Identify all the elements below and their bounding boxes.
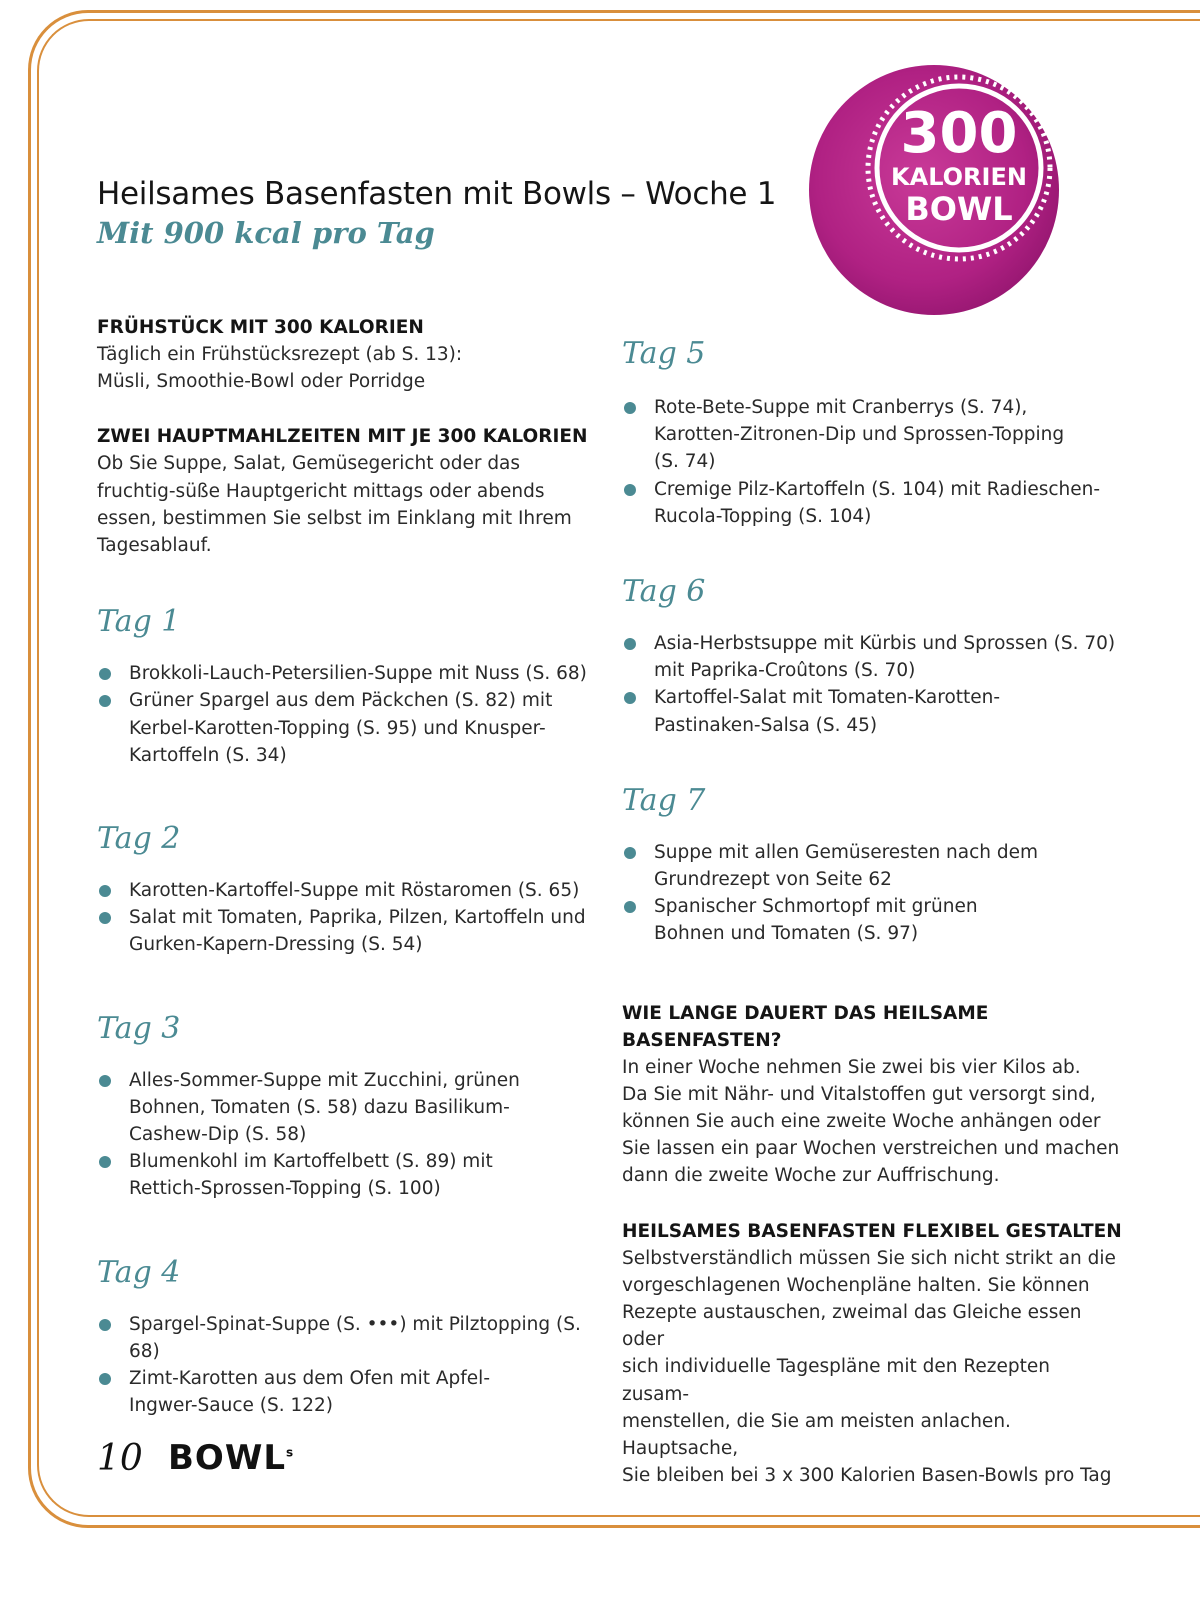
duration-heading-line: WIE LANGE DAUERT DAS HEILSAME — [622, 1002, 989, 1024]
main-meals-text-line: essen, bestimmen Sie selbst im Einklang mit Ihrem — [97, 507, 572, 529]
duration-heading-line: BASENFASTEN? — [622, 1029, 782, 1051]
main-meals-text-line: Tagesablauf. — [97, 535, 212, 557]
day-heading-6: Tag 6 — [622, 574, 706, 610]
duration-text-line: Sie lassen ein paar Wochen verstreichen und machen — [622, 1138, 1120, 1160]
day-5-list — [622, 394, 1122, 530]
day-3-list — [97, 1067, 597, 1203]
page-number: 10 — [97, 1438, 143, 1479]
calorie-badge — [806, 60, 1062, 316]
book-logo-text: BOWL — [168, 1438, 286, 1478]
page-subtitle: Mit 900 kcal pro Tag — [97, 216, 435, 250]
flexible-heading: HEILSAMES BASENFASTEN FLEXIBEL GESTALTEN — [622, 1220, 1122, 1242]
breakfast-text-line: Täglich ein Frühstücksrezept (ab S. 13): — [97, 344, 463, 365]
list-item: Brokkoli-Lauch-Petersilien-Suppe mit Nuss (S. 68) — [97, 660, 597, 687]
list-item: Cremige Pilz-Kartoffeln (S. 104) mit Radieschen- Rucola-Topping (S. 104) — [622, 476, 1122, 530]
list-item: Rote-Bete-Suppe mit Cranberrys (S. 74), Karotten-Zitronen-Dip und Sprossen-Topping (S. 74) — [622, 394, 1122, 476]
book-logo — [168, 1438, 294, 1478]
day-1-list — [97, 660, 597, 769]
duration-text-line: In einer Woche nehmen Sie zwei bis vier Kilos ab. — [622, 1056, 1081, 1078]
flexible-text-line: Sie bleiben bei 3 x 300 Kalorien Basen-Bowls pro Tag — [622, 1465, 1112, 1487]
list-item: Kartoffel-Salat mit Tomaten-Karotten- Pastinaken-Salsa (S. 45) — [622, 684, 1122, 738]
list-item: Asia-Herbstsuppe mit Kürbis und Sprossen (S. 70) mit Paprika-Croûtons (S. 70) — [622, 630, 1122, 684]
main-meals-text-line: Ob Sie Suppe, Salat, Gemüsegericht oder das — [97, 453, 521, 475]
list-item: Spanischer Schmortopf mit grünen Bohnen und Tomaten (S. 97) — [622, 893, 1122, 947]
flexible-text-line: sich individuelle Tagespläne mit den Rezepten zusam- — [622, 1356, 1050, 1405]
badge-line3: BOWL — [905, 190, 1013, 228]
day-heading-2: Tag 2 — [97, 821, 181, 857]
duration-text-line: können Sie auch eine zweite Woche anhängen oder — [622, 1111, 1101, 1133]
book-logo-sup: s — [286, 1445, 295, 1460]
list-item: Blumenkohl im Kartoffelbett (S. 89) mit Rettich-Sprossen-Topping (S. 100) — [97, 1148, 597, 1202]
list-item: Alles-Sommer-Suppe mit Zucchini, grünen Bohnen, Tomaten (S. 58) dazu Basilikum- Cashew-Dip (S. 58) — [97, 1067, 597, 1149]
flexible-text-line: Selbstverständlich müssen Sie sich nicht strikt an die — [622, 1247, 1116, 1269]
day-4-list — [97, 1311, 597, 1420]
day-heading-3: Tag 3 — [97, 1010, 181, 1046]
main-meals-heading: ZWEI HAUPTMAHLZEITEN MIT JE 300 KALORIEN — [97, 426, 588, 448]
flexible-text-line: menstellen, die Sie am meisten anlachen. Hauptsache, — [622, 1410, 1011, 1460]
day-heading-5: Tag 5 — [622, 336, 706, 371]
breakfast-text-line: Müsli, Smoothie-Bowl oder Porridge — [97, 371, 426, 393]
list-item: Salat mit Tomaten, Paprika, Pilzen, Kartoffeln und Gurken-Kapern-Dressing (S. 54) — [97, 904, 597, 958]
breakfast-heading: FRÜHSTÜCK MIT 300 KALORIEN — [97, 317, 424, 338]
day-heading-4: Tag 4 — [97, 1254, 181, 1290]
list-item: Suppe mit allen Gemüseresten nach dem Grundrezept von Seite 62 — [622, 839, 1122, 893]
list-item: Spargel-Spinat-Suppe (S. •••) mit Pilztopping (S. 68) — [97, 1311, 597, 1365]
list-item: Karotten-Kartoffel-Suppe mit Röstaromen (S. 65) — [97, 877, 597, 904]
duration-text-line: dann die zweite Woche zur Auffrischung. — [622, 1165, 1000, 1187]
right-column — [622, 334, 1122, 1489]
day-6-list — [622, 630, 1122, 739]
left-column — [97, 314, 597, 1419]
duration-text-line: Da Sie mit Nähr- und Vitalstoffen gut versorgt sind, — [622, 1083, 1096, 1105]
day-heading-1: Tag 1 — [97, 604, 181, 640]
page-title: Heilsames Basenfasten mit Bowls – Woche 1 — [97, 176, 777, 212]
flexible-text-line: vorgeschlagenen Wochenpläne halten. Sie können — [622, 1274, 1090, 1296]
day-7-list — [622, 839, 1122, 948]
flexible-text-line: Rezepte austauschen, zweimal das Gleiche essen oder — [622, 1302, 1082, 1351]
badge-line1: 300 — [900, 101, 1018, 166]
badge-line2: KALORIEN — [891, 163, 1027, 191]
list-item: Zimt-Karotten aus dem Ofen mit Apfel- Ingwer-Sauce (S. 122) — [97, 1365, 597, 1419]
list-item: Grüner Spargel aus dem Päckchen (S. 82) mit Kerbel-Karotten-Topping (S. 95) und Knusper- Kartoffeln (S. 34) — [97, 687, 597, 769]
day-heading-7: Tag 7 — [622, 782, 706, 818]
main-meals-text-line: fruchtig-süße Hauptgericht mittags oder abends — [97, 480, 545, 502]
day-2-list — [97, 877, 597, 959]
